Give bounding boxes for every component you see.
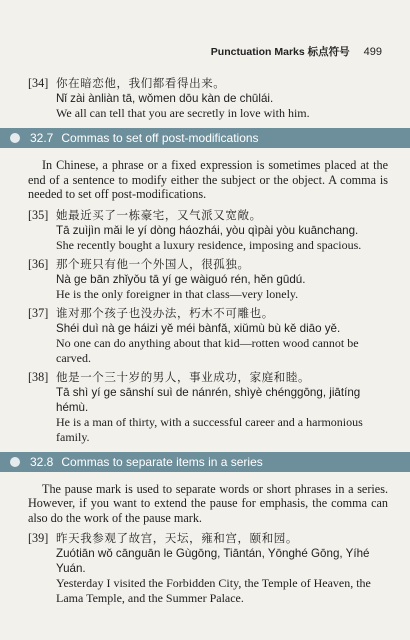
example-number: [36]: [28, 256, 49, 271]
example-english: Yesterday I visited the Forbidden City, the Temple of Heaven, the Lama Temple, and the Summer Palace.: [56, 576, 371, 605]
example-english: We all can tell that you are secretly in love with him.: [56, 106, 310, 120]
example-pinyin: Shéi duì nà ge háizi yě méi bànfǎ, xiǔmù bù kě diāo yě.: [56, 321, 341, 335]
example-number: [35]: [28, 207, 49, 222]
page-header: [211, 44, 382, 59]
section-paragraph: In Chinese, a phrase or a fixed expression is sometimes placed at the end of a sentence to modify either the subject or the object. A comma is needed to set off post-modifications.: [28, 158, 388, 201]
example-english: He is the only foreigner in that class—very lonely.: [56, 286, 299, 301]
example-pinyin: Tā shì yí ge sānshí suì de nánrén, shìyè chénggōng, jiātíng hémù.: [56, 385, 361, 414]
section-paragraph: The pause mark is used to separate words or short phrases in a series. However, if you want to extend the pause for emphasis, the comma can also do the work of the pause mark.: [28, 481, 388, 525]
example-35: [28, 208, 388, 253]
example-chinese: 他是一个三十岁的男人，事业成功，家庭和睦。: [56, 369, 311, 384]
section-number: 32.7: [30, 131, 54, 145]
example-chinese: 那个班只有他一个外国人，很孤独。: [56, 256, 250, 271]
example-37: [28, 306, 388, 366]
example-pinyin: Nà ge bān zhǐyǒu tā yí ge wàiguó rén, hěn gūdú.: [56, 272, 306, 286]
bullet-dot-icon: [10, 133, 20, 143]
bullet-dot-icon: [10, 457, 20, 467]
example-chinese: 你在暗恋他，我们都看得出来。: [56, 76, 226, 90]
example-36: [28, 257, 388, 302]
example-english: No one can do anything about that kid—rotten wood cannot be carved.: [56, 335, 359, 365]
example-pinyin: Tā zuìjìn mǎi le yí dòng háozhái, yòu qìpài yòu kuānchang.: [56, 223, 359, 237]
example-chinese: 她最近买了一栋豪宅，又气派又宽敞。: [56, 207, 262, 222]
example-chinese: 谁对那个孩子也没办法，朽木不可雕也。: [56, 305, 274, 320]
section-title: Commas to set off post-modifications: [61, 131, 259, 145]
example-number: [37]: [28, 305, 49, 320]
page-content: [28, 76, 388, 610]
section-heading-32-8: [0, 452, 410, 472]
example-english: She recently bought a luxury residence, imposing and spacious.: [56, 237, 362, 252]
example-number: [34]: [28, 76, 49, 90]
example-34: [28, 76, 388, 121]
example-38: [28, 370, 388, 445]
section-number: 32.8: [30, 454, 54, 469]
example-pinyin: Nǐ zài ànliàn tā, wǒmen dōu kàn de chūlái.: [56, 92, 274, 105]
example-pinyin: Zuótiān wǒ cānguān le Gùgōng, Tiāntán, Yōnghé Gōng, Yíhé Yuán.: [56, 547, 370, 575]
example-39: [28, 531, 388, 606]
page-number: 499: [363, 46, 382, 58]
example-number: [38]: [28, 369, 49, 384]
example-english: He is a man of thirty, with a successful career and a harmonious family.: [56, 414, 363, 444]
section-title: Commas to separate items in a series: [61, 454, 263, 469]
example-number: [39]: [28, 531, 49, 545]
running-title: Punctuation Marks 标点符号: [210, 46, 350, 58]
example-chinese: 昨天我参观了故宫，天坛，雍和宫，颐和园。: [56, 531, 298, 545]
section-heading-32-7: [0, 128, 410, 148]
